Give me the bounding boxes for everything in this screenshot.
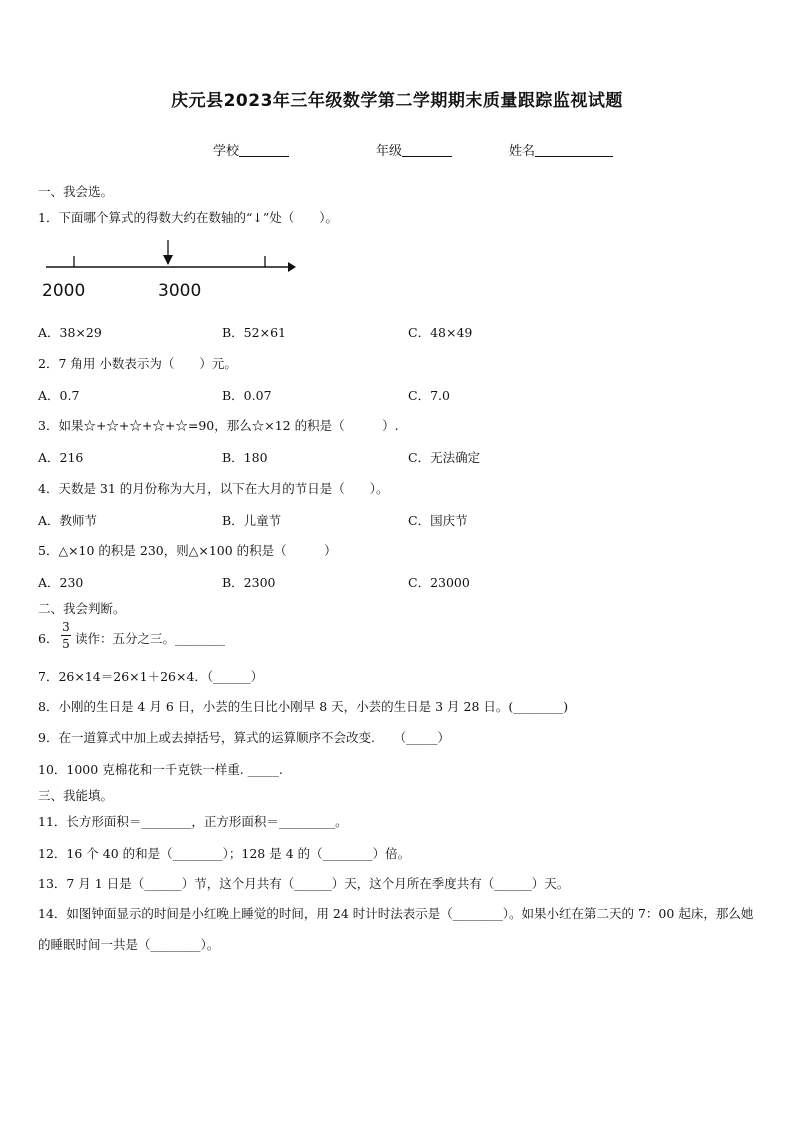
school-label: 学校 — [213, 144, 240, 159]
axis-label-3000: 3000 — [158, 281, 202, 301]
question-1: 1．下面哪个算式的得数大约在数轴的“↓”处（ ）。 — [38, 210, 338, 225]
fraction-denominator: 5 — [62, 637, 70, 651]
page-title: 庆元县2023年三年级数学第二学期期末质量跟踪监视试题 — [171, 91, 623, 111]
question-4: 4．天数是 31 的月份称为大月，以下在大月的节日是（ ）。 — [38, 481, 389, 496]
question-8: 8．小刚的生日是 4 月 6 日，小芸的生日比小刚早 8 天，小芸的生日是 3 月 28 日。(________) — [38, 699, 569, 714]
question-7: 7．26×14＝26×1＋26×4．（______） — [38, 669, 264, 684]
q1-option-a[interactable]: A．38×29 — [38, 325, 102, 340]
grade-field — [376, 140, 452, 159]
question-11: 11．长方形面积＝________，正方形面积＝_________。 — [38, 814, 348, 829]
q3-option-b[interactable]: B．180 — [222, 450, 268, 465]
number-line-figure — [40, 238, 300, 276]
number-line-arrowhead — [288, 262, 296, 272]
question-3: 3．如果☆+☆+☆+☆+☆=90，那么☆×12 的积是（ ）. — [38, 418, 399, 433]
q2-option-a[interactable]: A．0.7 — [38, 388, 80, 403]
question-5: 5．△×10 的积是 230，则△×100 的积是（ ） — [38, 543, 337, 558]
question-12: 12．16 个 40 的和是（________）；128 是 4 的（________）倍。 — [38, 846, 411, 861]
q2-option-b[interactable]: B．0.07 — [222, 388, 272, 403]
name-field — [509, 140, 613, 159]
q5-option-a[interactable]: A．230 — [38, 575, 84, 590]
section-2-heading: 二、我会判断。 — [38, 601, 126, 616]
question-14: 14．如图钟面显示的时间是小红晚上睡觉的时间，用 24 时计时法表示是（________）。如果小红在第二天的 7：00 起床，那么她的睡眠时间一共是（________）。 — [38, 906, 754, 952]
fraction-bar — [61, 635, 71, 636]
section-3-heading: 三、我能填。 — [38, 788, 114, 803]
section-1-heading: 一、我会选。 — [38, 184, 114, 199]
question-6-number: 6． — [38, 631, 59, 646]
q5-option-b[interactable]: B．2300 — [222, 575, 276, 590]
grade-label: 年级 — [376, 144, 403, 159]
question-2: 2．7 角用 小数表示为（ ）元。 — [38, 356, 237, 371]
axis-label-2000: 2000 — [42, 281, 86, 301]
q3-option-c[interactable]: C．无法确定 — [408, 450, 481, 465]
question-6: 读作：五分之三。________ — [75, 631, 226, 646]
name-blank[interactable] — [535, 143, 613, 157]
q4-option-b[interactable]: B．儿童节 — [222, 513, 282, 528]
q4-option-a[interactable]: A．教师节 — [38, 513, 98, 528]
q1-option-b[interactable]: B．52×61 — [222, 325, 286, 340]
question-13: 13．7 月 1 日是（______）节，这个月共有（______）天，这个月所在季度共有（______）天。 — [38, 876, 570, 891]
school-field — [213, 140, 289, 159]
q4-option-c[interactable]: C．国庆节 — [408, 513, 468, 528]
name-label: 姓名 — [509, 144, 536, 159]
fraction-numerator: 3 — [62, 620, 70, 634]
question-9: 9．在一道算式中加上或去掉括号，算式的运算顺序不会改变. （_____） — [38, 730, 450, 745]
q2-option-c[interactable]: C．7.0 — [408, 388, 450, 403]
fraction-three-fifths — [60, 620, 72, 651]
question-10: 10．1000 克棉花和一千克铁一样重. _____. — [38, 762, 283, 777]
school-blank[interactable] — [239, 143, 289, 157]
down-arrow-head-icon — [163, 255, 173, 265]
grade-blank[interactable] — [402, 143, 452, 157]
q1-option-c[interactable]: C．48×49 — [408, 325, 473, 340]
q3-option-a[interactable]: A．216 — [38, 450, 84, 465]
q5-option-c[interactable]: C．23000 — [408, 575, 470, 590]
